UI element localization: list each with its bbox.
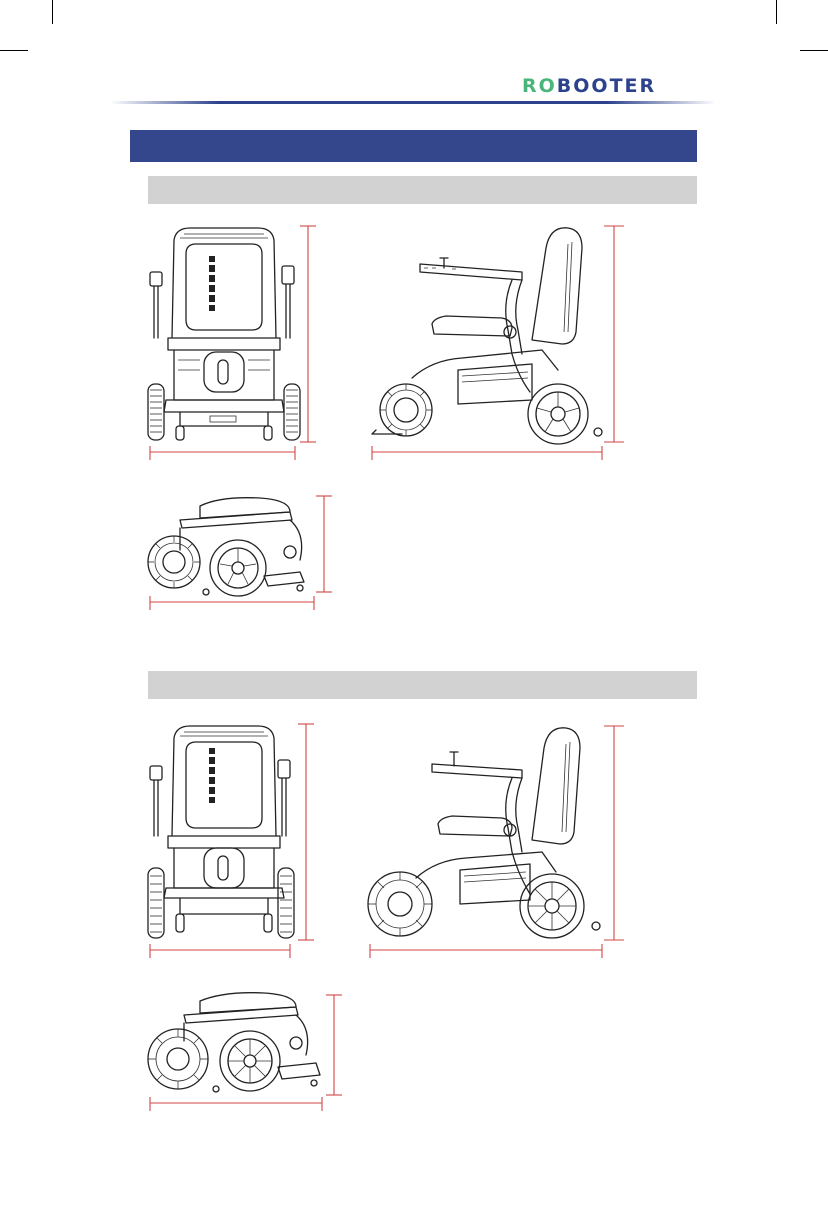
section-header-bar [130, 130, 697, 162]
side-view-drawing-2 [362, 718, 632, 963]
logo-text-ro: RO [522, 75, 557, 97]
crop-mark-top-right-horizontal [800, 50, 828, 51]
backrest-brand-mark [209, 256, 215, 311]
side-view-drawing-1 [362, 220, 632, 465]
folded-view-drawing-2 [140, 985, 350, 1115]
subsection-bar-1 [148, 176, 697, 204]
dimension-lines [150, 995, 342, 1111]
dimension-lines [370, 726, 624, 958]
dimension-lines [150, 226, 316, 460]
crop-mark-top-left-vertical [52, 0, 53, 24]
crop-mark-top-right-vertical [776, 0, 777, 24]
subsection-bar-2 [148, 671, 697, 699]
dimension-lines [150, 724, 314, 958]
backrest-brand-mark [209, 748, 215, 803]
folded-view-drawing-1 [140, 490, 340, 620]
logo-text-booter: BOOTER [556, 75, 657, 97]
robooter-logo [522, 75, 702, 97]
header-rule [110, 101, 716, 104]
crop-mark-top-left-horizontal [0, 50, 28, 51]
dimension-lines [150, 496, 332, 610]
front-view-drawing-2 [140, 718, 320, 963]
front-view-drawing-1 [140, 220, 320, 465]
